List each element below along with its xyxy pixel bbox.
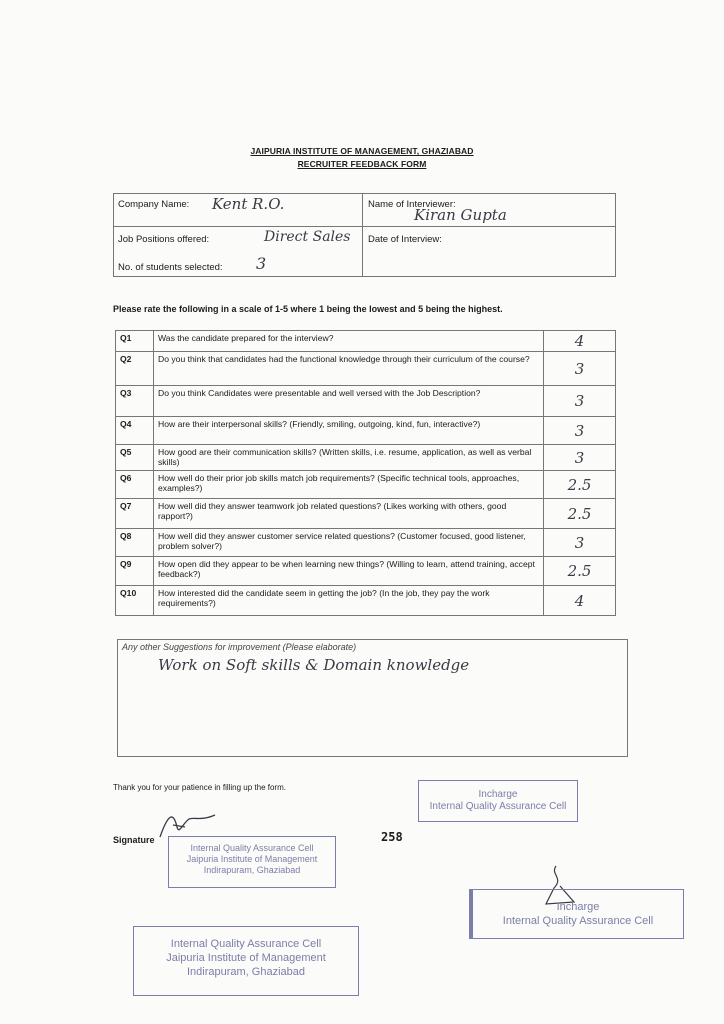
question-row bbox=[116, 445, 616, 471]
question-number: Q2 bbox=[116, 352, 154, 386]
details-divider-h bbox=[114, 226, 615, 227]
page-number: 258 bbox=[381, 830, 403, 844]
selected-label: No. of students selected: bbox=[118, 262, 223, 273]
selected-value: 3 bbox=[256, 254, 267, 273]
company-label: Company Name: bbox=[118, 199, 190, 210]
thanks-note: Thank you for your patience in filling up the form. bbox=[113, 783, 286, 792]
stamp1-line1: Incharge bbox=[478, 789, 518, 800]
stamp4-line1: Internal Quality Assurance Cell bbox=[170, 938, 322, 950]
question-row bbox=[116, 352, 616, 386]
interviewer-label: Name of Interviewer: bbox=[368, 199, 456, 210]
question-rating: 4 bbox=[544, 586, 616, 616]
questions-table bbox=[115, 330, 616, 616]
question-number: Q1 bbox=[116, 331, 154, 352]
company-value: Kent R.O. bbox=[212, 195, 285, 213]
stamp-incharge-2 bbox=[469, 889, 684, 939]
suggestions-box bbox=[117, 639, 628, 757]
question-row bbox=[116, 586, 616, 616]
question-number: Q3 bbox=[116, 386, 154, 417]
question-text: How interested did the candidate seem in getting the job? (In the job, they pay the work requirements?) bbox=[154, 586, 544, 616]
question-rating: 2.5 bbox=[544, 471, 616, 499]
question-row bbox=[116, 471, 616, 499]
question-row bbox=[116, 386, 616, 417]
question-rating: 4 bbox=[544, 331, 616, 352]
question-rating: 3 bbox=[544, 417, 616, 445]
stamp4-line3: Indirapuram, Ghaziabad bbox=[186, 966, 305, 978]
question-number: Q5 bbox=[116, 445, 154, 471]
question-rating: 3 bbox=[544, 445, 616, 471]
stamp1-line2: Internal Quality Assurance Cell bbox=[429, 801, 567, 812]
details-divider-v bbox=[362, 194, 363, 276]
question-text: How open did they appear to be when learning new things? (Willing to learn, attend training, accept feedback?) bbox=[154, 557, 544, 586]
question-number: Q8 bbox=[116, 529, 154, 557]
question-rating: 2.5 bbox=[544, 557, 616, 586]
interviewer-value: Kiran Gupta bbox=[414, 206, 507, 224]
institute-name: JAIPURIA INSTITUTE OF MANAGEMENT, GHAZIABAD bbox=[250, 146, 474, 156]
question-number: Q10 bbox=[116, 586, 154, 616]
position-label: Job Positions offered: bbox=[118, 234, 210, 245]
date-label: Date of Interview: bbox=[368, 234, 442, 245]
stamp2-line3: Indirapuram, Ghaziabad bbox=[203, 865, 301, 875]
question-row bbox=[116, 331, 616, 352]
stamp3-line2: Internal Quality Assurance Cell bbox=[502, 915, 654, 927]
question-text: Do you think that candidates had the functional knowledge through their curriculum of the course? bbox=[154, 352, 544, 386]
stamp-incharge-1 bbox=[418, 780, 578, 822]
stamp2-line2: Jaipuria Institute of Management bbox=[186, 854, 318, 864]
form-title: RECRUITER FEEDBACK FORM bbox=[297, 159, 427, 169]
question-text: Was the candidate prepared for the interview? bbox=[154, 331, 544, 352]
position-value: Direct Sales bbox=[264, 229, 351, 245]
question-row bbox=[116, 557, 616, 586]
question-number: Q6 bbox=[116, 471, 154, 499]
question-row bbox=[116, 417, 616, 445]
stamp2-line1: Internal Quality Assurance Cell bbox=[190, 843, 314, 853]
question-text: How good are their communication skills? (Written skills, i.e. resume, application, as well as verbal skills) bbox=[154, 445, 544, 471]
details-box bbox=[113, 193, 616, 277]
question-text: How well did they answer customer service related questions? (Customer focused, good listener, problem solver?) bbox=[154, 529, 544, 557]
question-rating: 2.5 bbox=[544, 499, 616, 529]
suggestions-label: Any other Suggestions for improvement (Please elaborate) bbox=[122, 642, 357, 652]
stamp4-line2: Jaipuria Institute of Management bbox=[166, 952, 326, 964]
question-number: Q9 bbox=[116, 557, 154, 586]
signature-label: Signature bbox=[113, 835, 155, 845]
stamp-iqac-1 bbox=[168, 836, 336, 888]
question-rating: 3 bbox=[544, 386, 616, 417]
rating-instructions: Please rate the following in a scale of 1-5 where 1 being the lowest and 5 being the highest. bbox=[113, 304, 503, 314]
question-text: How are their interpersonal skills? (Friendly, smiling, outgoing, kind, fun, interactive?) bbox=[154, 417, 544, 445]
suggestions-value: Work on Soft skills & Domain knowledge bbox=[158, 656, 470, 674]
question-text: How well did they answer teamwork job related questions? (Likes working with others, good rapport?) bbox=[154, 499, 544, 529]
question-row bbox=[116, 499, 616, 529]
question-number: Q7 bbox=[116, 499, 154, 529]
question-rating: 3 bbox=[544, 352, 616, 386]
question-number: Q4 bbox=[116, 417, 154, 445]
stamp3-line1: Incharge bbox=[556, 901, 600, 913]
question-row bbox=[116, 529, 616, 557]
question-text: How well do their prior job skills match job requirements? (Specific technical tools, approaches, examples?) bbox=[154, 471, 544, 499]
stamp-iqac-2 bbox=[133, 926, 359, 996]
question-text: Do you think Candidates were presentable and well versed with the Job Description? bbox=[154, 386, 544, 417]
question-rating: 3 bbox=[544, 529, 616, 557]
